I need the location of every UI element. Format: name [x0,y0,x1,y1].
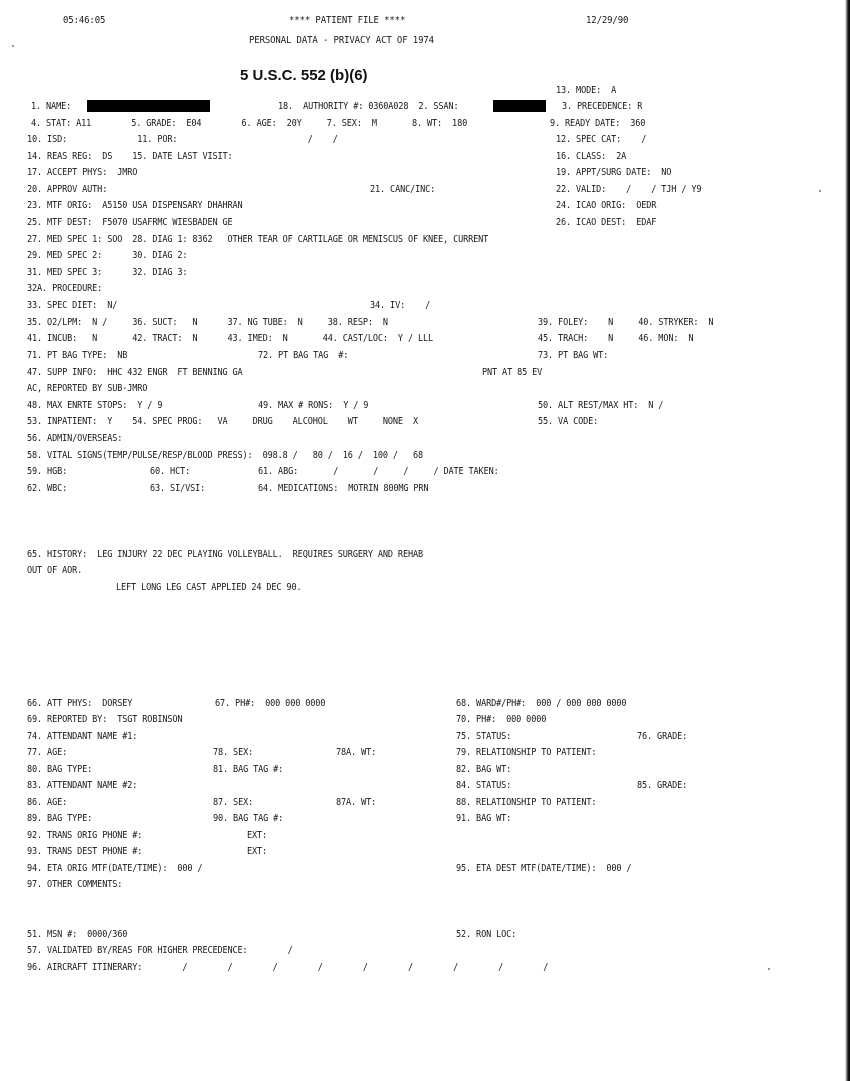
field-79-relationship: 79. RELATIONSHIP TO PATIENT: [456,747,597,758]
field-18-authority: 18. AUTHORITY #: 0360A028 2. SSAN: [278,101,459,112]
field-70-ph: 70. PH#: 000 0000 [456,714,547,725]
print-time: 05:46:05 [63,15,106,26]
field-32a-procedure: 32A. PROCEDURE: [27,283,103,294]
field-19-appt-surg-date: 19. APPT/SURG DATE: NO [556,167,672,178]
line-trach-mon: 45. TRACH: N 46. MON: N [538,333,694,344]
line-med-spec-1: 27. MED SPEC 1: SOO 28. DIAG 1: 8362 OTHER TEAR OF CARTILAGE OR MENISCUS OF KNEE, CURRENT [27,234,489,245]
field-93-ext: EXT: [247,846,268,857]
field-67-ph: 67. PH#: 000 000 0000 [215,698,326,709]
field-65-history-line3: LEFT LONG LEG CAST APPLIED 24 DEC 90. [116,582,302,593]
field-51-msn: 51. MSN #: 0000/360 [27,929,128,940]
field-26-icao-dest: 26. ICAO DEST: EDAF [556,217,657,228]
field-96-aircraft-itinerary: 96. AIRCRAFT ITINERARY: / / / / / / / / / [27,962,549,973]
field-57-validated-by: 57. VALIDATED BY/REAS FOR HIGHER PRECEDENCE: / [27,945,293,956]
field-16-class: 16. CLASS: 2A [556,151,627,162]
line-stat-grade-age: 4. STAT: A11 5. GRADE: E04 6. AGE: 20Y 7. SEX: M 8. WT: 180 [31,118,468,129]
field-91-bag-wt: 91. BAG WT: [456,813,512,824]
field-24-icao-orig: 24. ICAO ORIG: OEDR [556,200,657,211]
scan-speck [768,968,770,970]
field-20-approv-auth: 20. APPROV AUTH: [27,184,108,195]
field-74-attendant-name-1: 74. ATTENDANT NAME #1: [27,731,138,742]
field-71-pt-bag-type: 71. PT BAG TYPE: NB [27,350,128,361]
field-47-supp-info-cont: PNT AT 85 EV [482,367,543,378]
document-title: **** PATIENT FILE **** [289,15,406,26]
field-85-grade: 85. GRADE: [637,780,688,791]
redaction-bar-name [87,100,210,112]
field-88-relationship: 88. RELATIONSHIP TO PATIENT: [456,797,597,808]
field-9-ready-date: 9. READY DATE: 360 [550,118,646,129]
field-25-mtf-dest: 25. MTF DEST: F5070 USAFRMC WIESBADEN GE [27,217,233,228]
field-56-admin-overseas: 56. ADMIN/OVERSEAS: [27,433,123,444]
scan-speck [819,190,821,192]
field-55-va-code: 55. VA CODE: [538,416,599,427]
field-64-medications: 64. MEDICATIONS: MOTRIN 800MG PRN [258,483,429,494]
field-22-valid: 22. VALID: / / TJH / Y9 [556,184,702,195]
field-65-history: 65. HISTORY: LEG INJURY 22 DEC PLAYING VOLLEYBALL. REQUIRES SURGERY AND REHAB [27,549,423,560]
field-58-vital-signs: 58. VITAL SIGNS(TEMP/PULSE/RESP/BLOOD PRESS): 098.8 / 80 / 16 / 100 / 68 [27,450,423,461]
scan-edge-shadow [845,0,850,1081]
line-med-spec-3: 31. MED SPEC 3: 32. DIAG 3: [27,267,188,278]
field-92-ext: EXT: [247,830,268,841]
field-68-ward-ph: 68. WARD#/PH#: 000 / 000 000 0000 [456,698,627,709]
redaction-bar-ssan [493,100,546,112]
field-66-att-phys: 66. ATT PHYS: DORSEY [27,698,133,709]
field-77-age: 77. AGE: [27,747,68,758]
field-17-accept-phys: 17. ACCEPT PHYS: JMRO [27,167,138,178]
field-93-trans-dest-phone: 93. TRANS DEST PHONE #: [27,846,143,857]
field-90-bag-tag: 90. BAG TAG #: [213,813,284,824]
field-61-abg: 61. ABG: / / / / DATE TAKEN: [258,466,499,477]
field-87a-wt: 87A. WT: [336,797,377,808]
field-3-precedence: 3. PRECEDENCE: R [562,101,643,112]
print-date: 12/29/90 [586,15,629,26]
field-47-supp-info-line2: AC, REPORTED BY SUB-JMRO [27,383,148,394]
field-13-mode: 13. MODE: A [556,85,617,96]
field-63-si-vsi: 63. SI/VSI: [150,483,206,494]
field-76-grade: 76. GRADE: [637,731,688,742]
field-50-alt-rest: 50. ALT REST/MAX HT: N / [538,400,664,411]
field-65-history-line2: OUT OF AOR. [27,565,83,576]
field-69-reported-by: 69. REPORTED BY: TSGT ROBINSON [27,714,183,725]
field-73-pt-bag-wt: 73. PT BAG WT: [538,350,609,361]
field-23-mtf-orig: 23. MTF ORIG: A5150 USA DISPENSARY DHAHRAN [27,200,243,211]
line-inpatient-spec-prog: 53. INPATIENT: Y 54. SPEC PROG: VA DRUG ALCOHOL WT NONE X [27,416,418,427]
field-84-status: 84. STATUS: [456,780,512,791]
field-75-status: 75. STATUS: [456,731,512,742]
line-isd-por: 10. ISD: 11. POR: / / [27,134,338,145]
field-92-trans-orig-phone: 92. TRANS ORIG PHONE #: [27,830,143,841]
field-62-wbc: 62. WBC: [27,483,68,494]
line-med-spec-2: 29. MED SPEC 2: 30. DIAG 2: [27,250,188,261]
field-1-name: 1. NAME: [31,101,72,112]
field-72-pt-bag-tag: 72. PT BAG TAG #: [258,350,349,361]
field-78-sex: 78. SEX: [213,747,254,758]
document-subtitle: PERSONAL DATA - PRIVACY ACT OF 1974 [249,35,434,46]
field-95-eta-dest-mtf: 95. ETA DEST MTF(DATE/TIME): 000 / [456,863,632,874]
field-86-age: 86. AGE: [27,797,68,808]
field-48-max-enrte-stops: 48. MAX ENRTE STOPS: Y / 9 [27,400,163,411]
field-34-iv: 34. IV: / [370,300,431,311]
field-12-spec-cat: 12. SPEC CAT: / [556,134,647,145]
field-81-bag-tag: 81. BAG TAG #: [213,764,284,775]
field-52-ron-loc: 52. RON LOC: [456,929,517,940]
field-87-sex: 87. SEX: [213,797,254,808]
field-21-canc-inc: 21. CANC/INC: [370,184,436,195]
field-78a-wt: 78A. WT: [336,747,377,758]
foia-exemption-stamp: 5 U.S.C. 552 (b)(6) [240,67,368,84]
line-incub-tract-imed: 41. INCUB: N 42. TRACT: N 43. IMED: N 44. CAST/LOC: Y / LLL [27,333,434,344]
line-o2-suct-ngtube: 35. O2/LPM: N / 36. SUCT: N 37. NG TUBE: N 38. RESP: N [27,317,388,328]
field-89-bag-type: 89. BAG TYPE: [27,813,93,824]
field-49-max-rons: 49. MAX # RONS: Y / 9 [258,400,369,411]
field-97-other-comments: 97. OTHER COMMENTS: [27,879,123,890]
field-94-eta-orig-mtf: 94. ETA ORIG MTF(DATE/TIME): 000 / [27,863,203,874]
field-80-bag-type: 80. BAG TYPE: [27,764,93,775]
field-47-supp-info: 47. SUPP INFO: HHC 432 ENGR FT BENNING GA [27,367,243,378]
field-60-hct: 60. HCT: [150,466,191,477]
line-foley-stryker: 39. FOLEY: N 40. STRYKER: N [538,317,714,328]
scan-speck [12,45,14,47]
field-82-bag-wt: 82. BAG WT: [456,764,512,775]
field-33-spec-diet: 33. SPEC DIET: N/ [27,300,118,311]
line-reas-reg: 14. REAS REG: DS 15. DATE LAST VISIT: [27,151,233,162]
field-59-hgb: 59. HGB: [27,466,68,477]
field-83-attendant-name-2: 83. ATTENDANT NAME #2: [27,780,138,791]
